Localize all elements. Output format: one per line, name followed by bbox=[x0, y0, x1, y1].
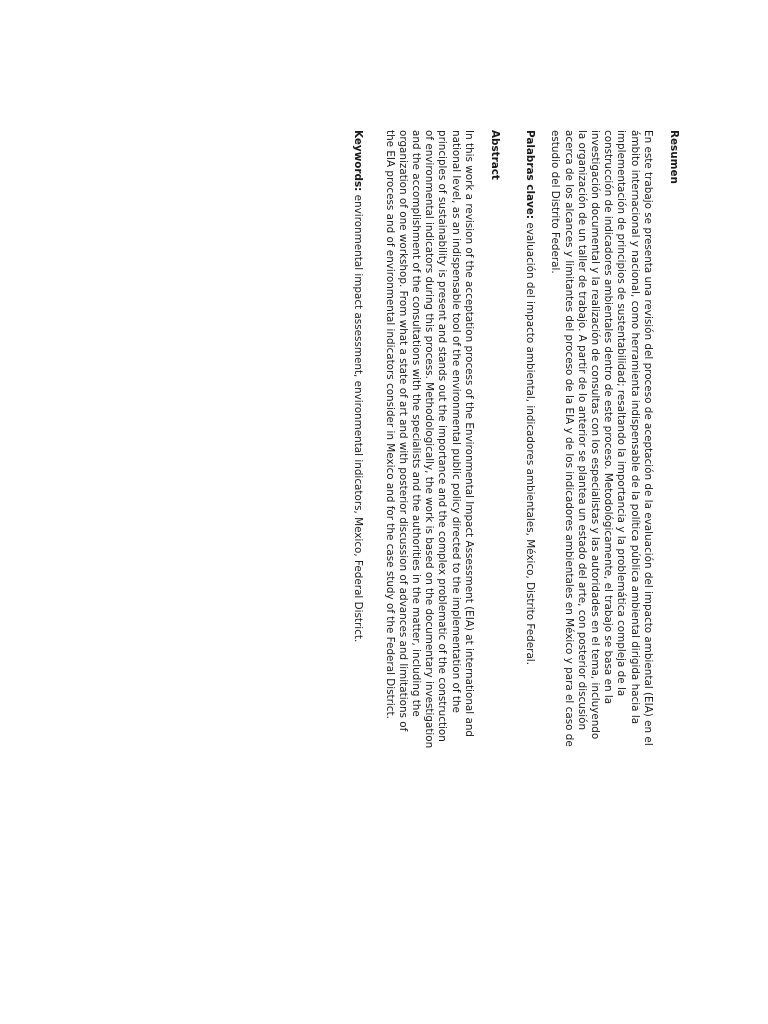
keywords-label: Keywords: bbox=[352, 130, 365, 192]
rotated-content bbox=[260, 130, 680, 750]
palabras-clave-value: evaluación del impacto ambiental, indicadores ambientales, México, Distrito Federal. bbox=[524, 219, 537, 665]
resumen-heading: Resumen bbox=[668, 130, 680, 184]
spacer bbox=[364, 130, 370, 750]
abstract-heading: Abstract bbox=[488, 130, 501, 180]
resumen-body: En este trabajo se presenta una revisión del proceso de aceptación de la evaluación del impacto ambiental (EIA) en el ámbito internacional y nacional, como herramienta indispensable de la política pública ambiental dirigida hacia la implementación de principios de sustentabilidad; resaltando la importancia y la problemática compleja de la construcción de indicadores ambientales dentro de este proceso. Metodológicamente, el trabajo se basa en la investigación documental y la realización de consultas con los especialistas y las autoridades en el tema, incluyendo la organización de un taller de trabajo. A partir de lo anterior se plantea un estado del arte, con posterior discusión acerca de los alcances y limitantes del proceso de la EIA y de los indicadores ambientales en México y para el caso de estudio del Distrito Federal. bbox=[549, 130, 654, 747]
keywords-value: environmental impact assessment, environmental indicators, Mexico, Federal District. bbox=[352, 191, 365, 643]
keywords-line bbox=[351, 130, 364, 750]
palabras-clave-label: Palabras clave: bbox=[524, 130, 537, 220]
palabras-clave-line bbox=[523, 130, 536, 750]
abstract-body: In this work a revision of the acceptation process of the Environmental Impact Assessment (EIA) at international and national level, as an indispensable tool of the environmental public policy directed to the implementation of the principles of sustainability is present and stands out the importance and the complex problematic of the construction of environmental indicators during this process. Methodologically, the work is based on the documentary investigation and the accomplishment of the consultations with the specialists and the authorities in the matter, including the organization of one workshop. From what a state of art and with posterior discussion of advances and limitations of the EIA process and of environmental indicators consider in Mexico and for the case study of the Federal District. bbox=[383, 130, 475, 749]
